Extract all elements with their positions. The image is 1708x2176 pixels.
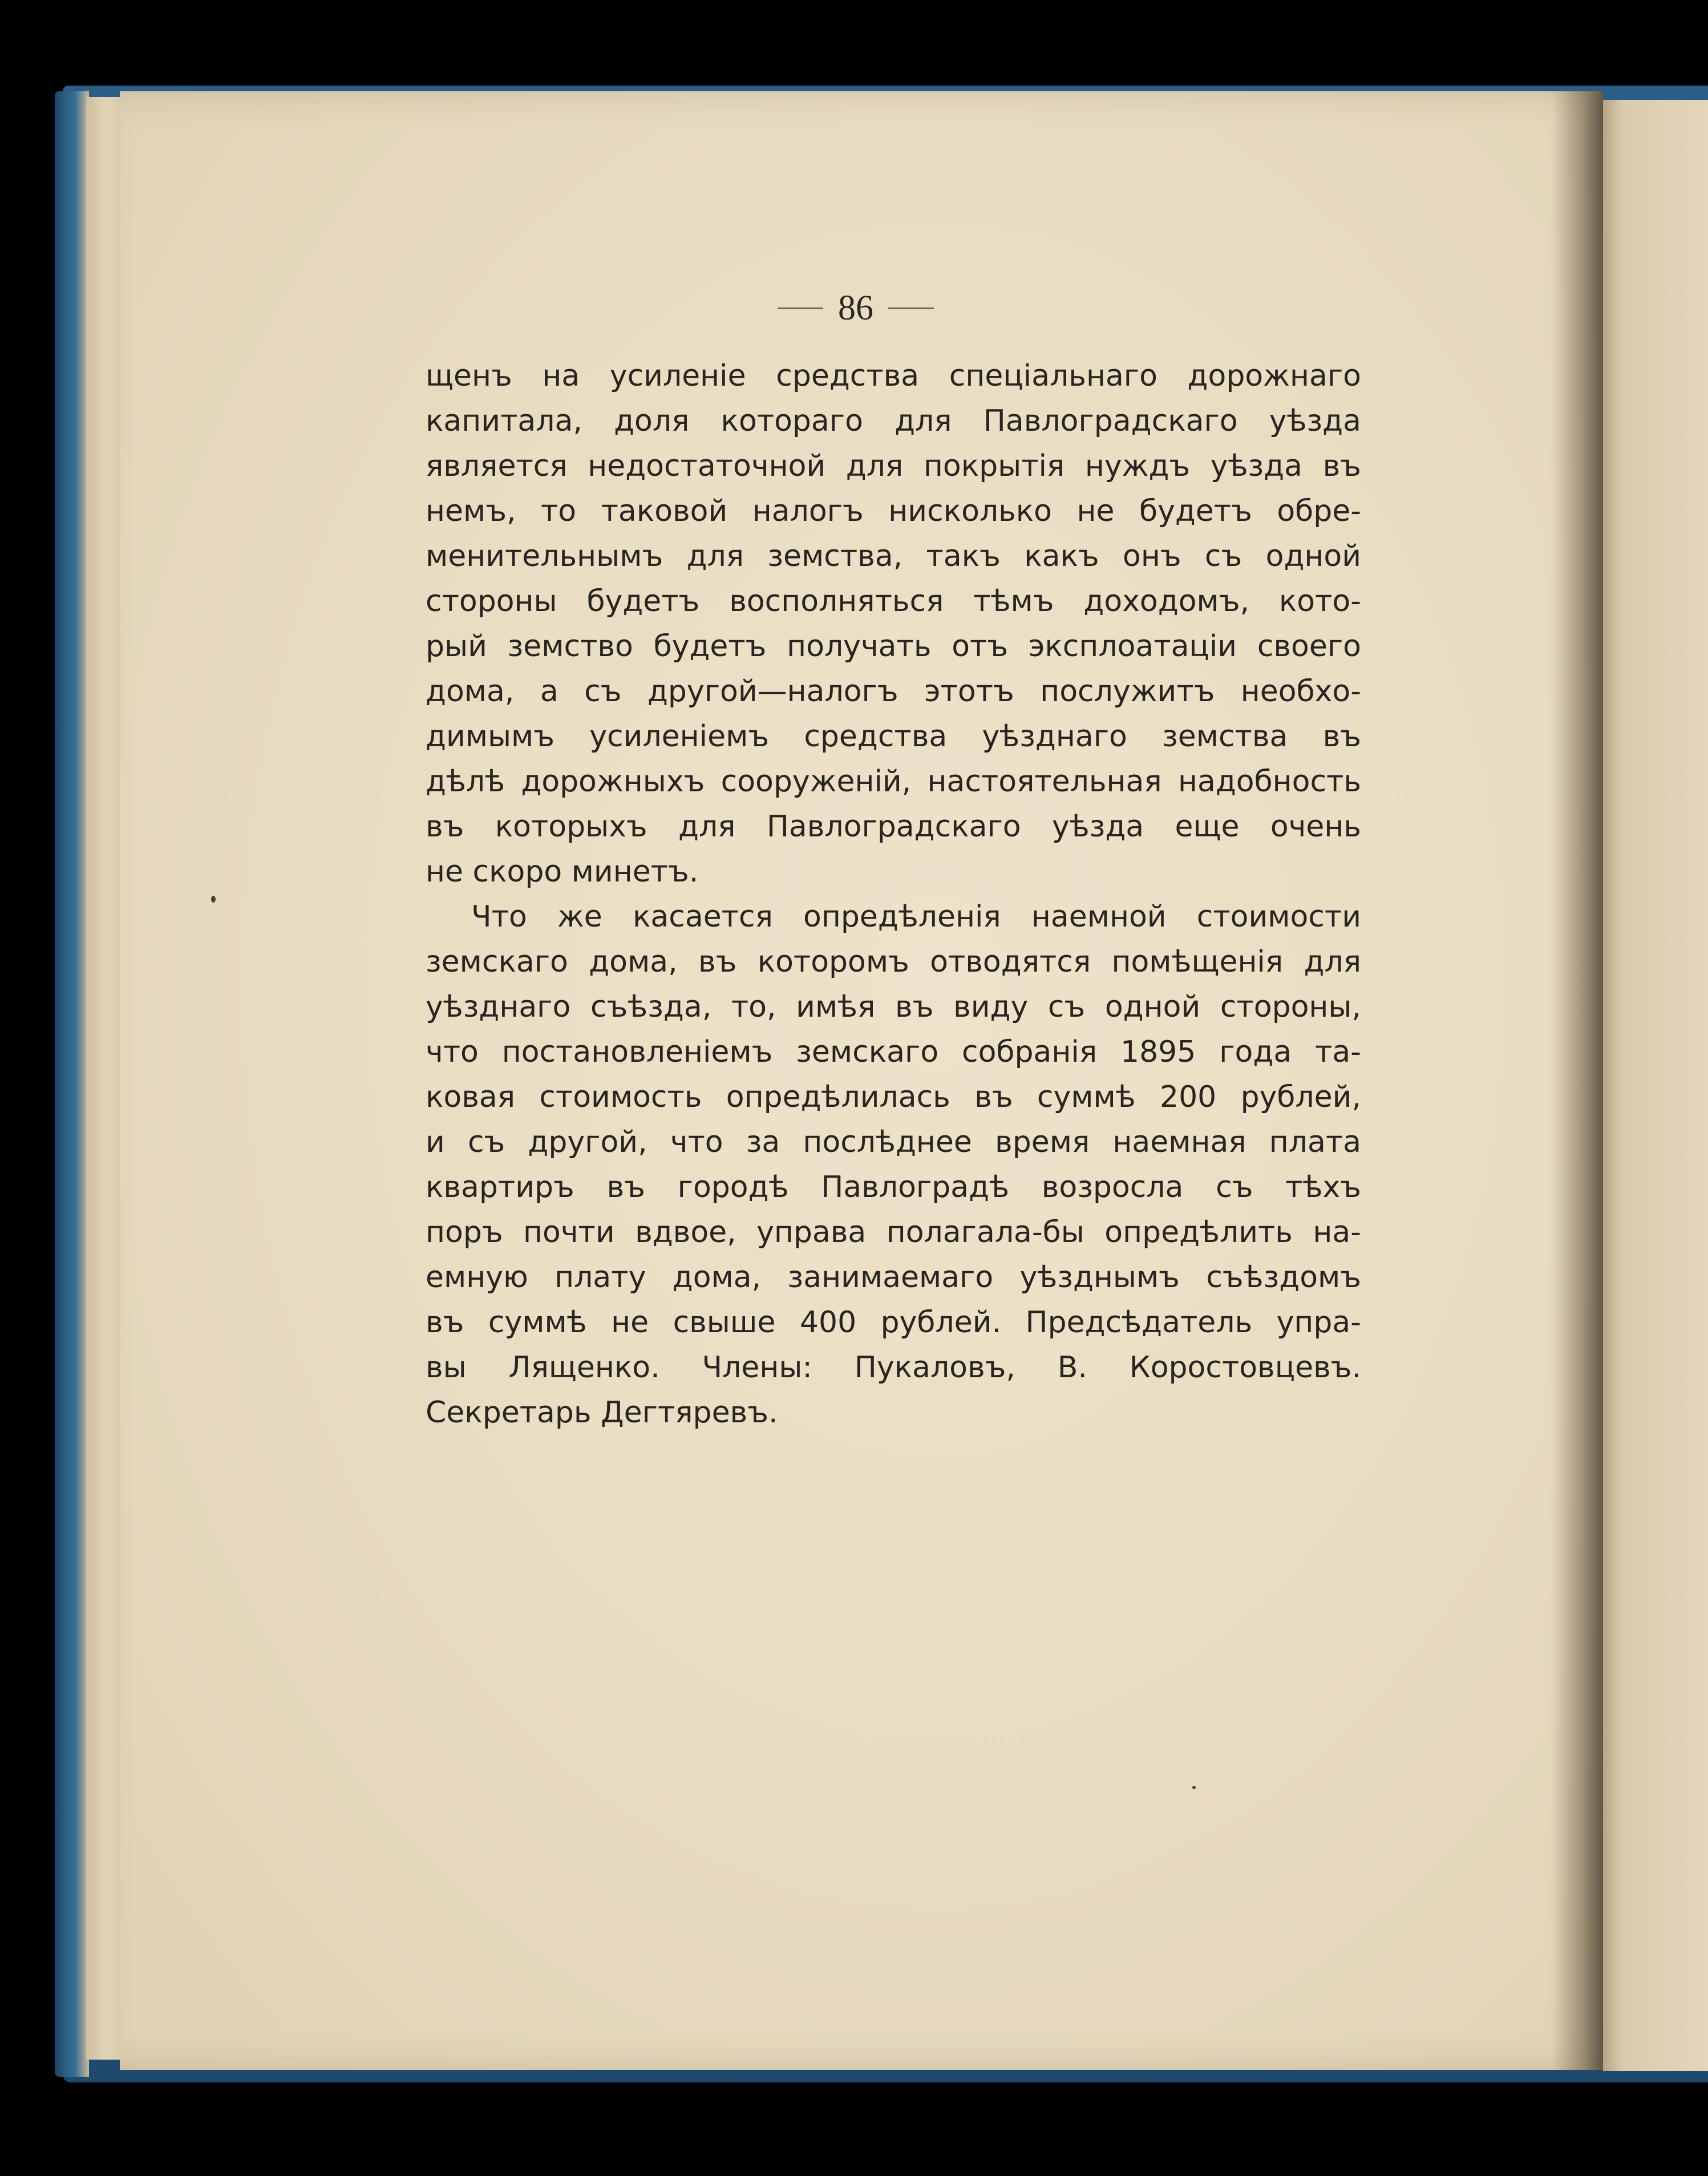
text-line: является недостаточной для покрытія нуждъ уѣзда въ <box>426 449 1361 483</box>
paper-speck <box>211 896 216 903</box>
text-line: въ суммѣ не свыше 400 рублей. Предсѣдатель упра- <box>426 1305 1361 1340</box>
text-line: поръ почти вдвое, управа полагала-бы опредѣлить на- <box>426 1215 1361 1249</box>
header-dash-left <box>778 308 823 309</box>
text-line: дѣлѣ дорожныхъ сооруженій, настоятельная надобность <box>426 765 1361 799</box>
text-line: капитала, доля котораго для Павлоградскаго уѣзда <box>426 404 1361 438</box>
text-line: уѣзднаго съѣзда, то, имѣя въ виду съ одной стороны, <box>426 990 1361 1024</box>
text-line: стороны будетъ восполняться тѣмъ доходомъ, кото- <box>426 584 1361 618</box>
paper-speck <box>1192 1786 1196 1789</box>
text-line: щенъ на усиленіе средства спеціальнаго дорожнаго <box>426 359 1361 393</box>
text-line: димымъ усиленіемъ средства уѣзднаго земства въ <box>426 719 1361 754</box>
paragraph <box>426 354 1361 895</box>
body-text <box>426 354 1361 1435</box>
paragraph <box>426 895 1361 1435</box>
binding-gutter <box>1552 91 1603 2070</box>
text-line: немъ, то таковой налогъ нисколько не будетъ обре- <box>426 494 1361 528</box>
text-line: и съ другой, что за послѣднее время наемная плата <box>426 1125 1361 1159</box>
text-line: вы Лященко. Члены: Пукаловъ, В. Коростовцевъ. <box>426 1350 1361 1385</box>
text-line: Секретарь Дегтяревъ. <box>426 1396 778 1430</box>
facing-page <box>1603 100 1708 2071</box>
header-dash-right <box>888 308 934 309</box>
text-line: Что же касается опредѣленія наемной стоимости <box>471 900 1361 934</box>
text-line: ковая стоимость опредѣлилась въ суммѣ 200 рублей, <box>426 1080 1361 1114</box>
text-line: менительнымъ для земства, такъ какъ онъ съ одной <box>426 539 1361 573</box>
text-line: емную плату дома, занимаемаго уѣзднымъ съѣздомъ <box>426 1260 1361 1295</box>
page-header <box>742 285 970 331</box>
text-line: что постановленіемъ земскаго собранія 1895 года та- <box>426 1035 1361 1069</box>
text-line: въ которыхъ для Павлоградскаго уѣзда еще очень <box>426 810 1361 844</box>
text-line: земскаго дома, въ которомъ отводятся помѣщенія для <box>426 945 1361 979</box>
cover-spine-edge <box>55 91 89 2077</box>
text-line: дома, а съ другой—налогъ этотъ послужитъ необхо- <box>426 674 1361 709</box>
page-number: 86 <box>838 289 873 327</box>
text-line: не скоро минетъ. <box>426 855 699 889</box>
text-line: квартиръ въ городѣ Павлоградѣ возросла съ тѣхъ <box>426 1170 1361 1204</box>
text-line: рый земство будетъ получать отъ эксплоатаціи своего <box>426 629 1361 664</box>
